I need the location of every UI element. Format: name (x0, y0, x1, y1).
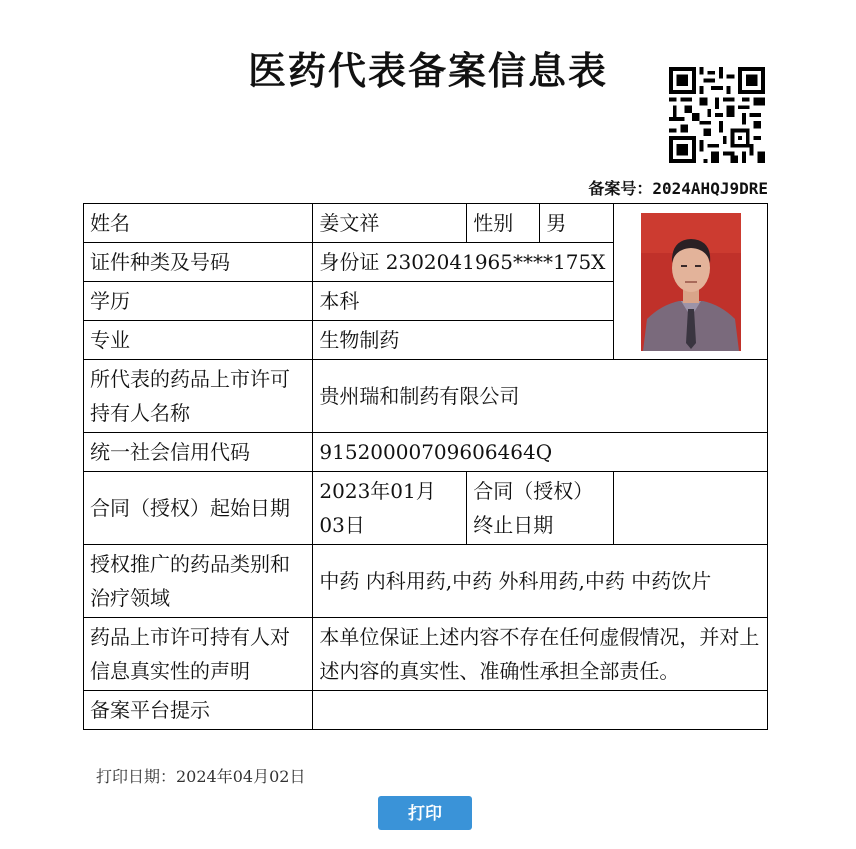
declaration-label: 药品上市许可持有人对信息真实性的声明 (84, 618, 313, 691)
photo-cell (614, 204, 768, 360)
gender-value: 男 (540, 204, 614, 243)
holder-label: 所代表的药品上市许可持有人名称 (84, 360, 313, 433)
gender-label: 性别 (467, 204, 540, 243)
id-value: 身份证 2302041965****175X (313, 243, 614, 282)
id-label: 证件种类及号码 (84, 243, 313, 282)
platform-label: 备案平台提示 (84, 691, 313, 730)
name-value: 姜文祥 (313, 204, 467, 243)
promo-label: 授权推广的药品类别和治疗领域 (84, 545, 313, 618)
print-button[interactable]: 打印 (378, 796, 472, 830)
qr-code-icon (669, 67, 765, 163)
credit-code-label: 统一社会信用代码 (84, 433, 313, 472)
declaration-value: 本单位保证上述内容不存在任何虚假情况，并对上述内容的真实性、准确性承担全部责任。 (313, 618, 768, 691)
print-date: 打印日期：2024年04月02日 (96, 767, 306, 786)
education-label: 学历 (84, 282, 313, 321)
holder-value: 贵州瑞和制药有限公司 (313, 360, 768, 433)
contract-start-label: 合同（授权）起始日期 (84, 472, 313, 545)
major-value: 生物制药 (313, 321, 614, 360)
contract-start-value: 2023年01月03日 (313, 472, 467, 545)
id-photo (641, 213, 741, 351)
contract-end-label: 合同（授权）终止日期 (467, 472, 614, 545)
promo-value: 中药 内科用药,中药 外科用药,中药 中药饮片 (313, 545, 768, 618)
filing-number: 备案号：2024AHQJ9DRE (588, 179, 768, 198)
credit-code-value: 91520000709606464Q (313, 433, 768, 472)
education-value: 本科 (313, 282, 614, 321)
info-table (83, 203, 768, 730)
major-label: 专业 (84, 321, 313, 360)
name-label: 姓名 (84, 204, 313, 243)
contract-end-value (614, 472, 768, 545)
platform-value (313, 691, 768, 730)
page-title: 医药代表备案信息表 (247, 49, 608, 93)
